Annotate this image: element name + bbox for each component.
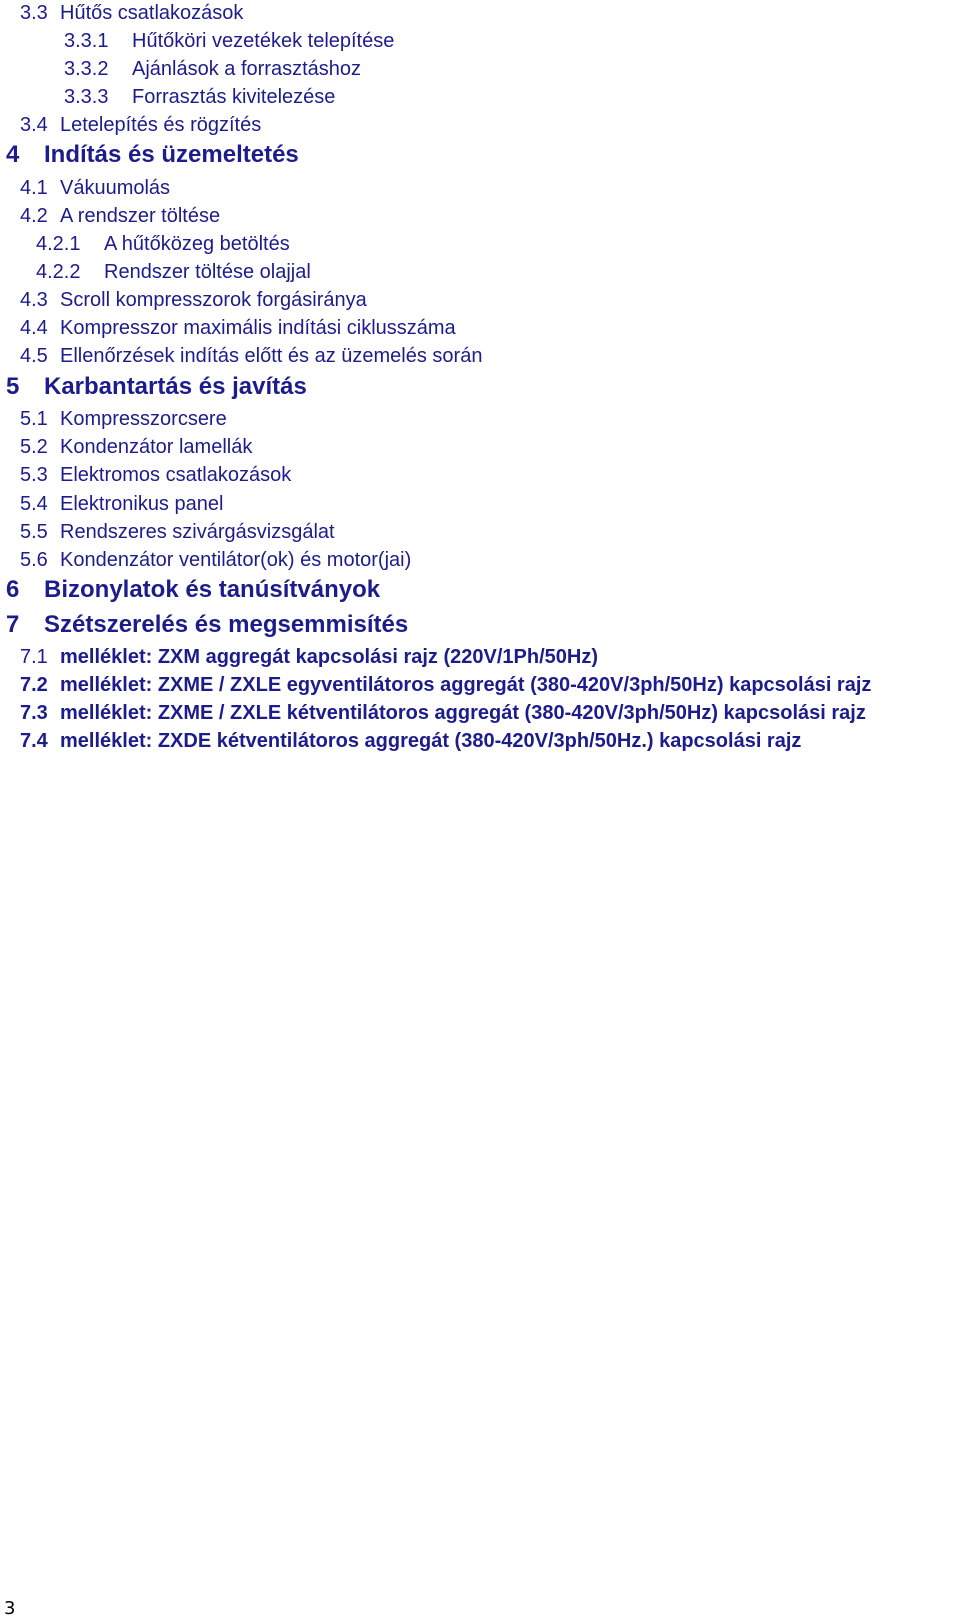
toc-entry-title: Ajánlások a forrasztáshoz: [132, 58, 362, 80]
toc-entry-5[interactable]: [6, 375, 307, 399]
toc-entry-title: Ellenőrzések indítás előtt és az üzemelés során: [60, 345, 483, 367]
toc-entry-title: Szétszerelés és megsemmisítés: [44, 611, 409, 638]
toc-entry-4-3[interactable]: [20, 290, 367, 310]
toc-entry-title: Karbantartás és javítás: [44, 373, 307, 400]
toc-entry-title: Vákuumolás: [60, 177, 171, 199]
toc-entry-4-5[interactable]: [20, 346, 482, 366]
toc-entry-number: 4.3: [20, 289, 48, 311]
toc-entry-title: Kompresszor maximális indítási ciklusszáma: [60, 317, 456, 339]
page-number: 3: [4, 1598, 16, 1619]
toc-entry-number: 5: [6, 373, 20, 400]
toc-entry-title: melléklet: ZXM aggregát kapcsolási rajz (220V/1Ph/50Hz): [60, 646, 598, 668]
toc-entry-title: Hűtős csatlakozások: [60, 2, 244, 24]
toc-entry-title: Indítás és üzemeltetés: [44, 141, 299, 168]
toc-entry-number: 4.5: [20, 345, 48, 367]
toc-entry-number: 5.2: [20, 436, 48, 458]
toc-entry-title: Elektronikus panel: [60, 493, 224, 515]
toc-entry-number: 5.6: [20, 549, 48, 571]
toc-entry-number: 5.1: [20, 408, 48, 430]
toc-entry-4-2-2[interactable]: [20, 262, 311, 282]
toc-entry-number: 3.3: [20, 2, 48, 24]
toc-entry-title: Elektromos csatlakozások: [60, 464, 292, 486]
toc-entry-5-5[interactable]: [20, 522, 335, 542]
toc-entry-title: melléklet: ZXME / ZXLE kétventilátoros aggregát (380-420V/3ph/50Hz) kapcsolási rajz: [60, 702, 866, 724]
toc-entry-number: 4: [6, 141, 20, 168]
toc-entry-title: Bizonylatok és tanúsítványok: [44, 576, 381, 603]
toc-entry-number: 4.4: [20, 317, 48, 339]
toc-entry-5-6[interactable]: [20, 550, 411, 570]
toc-entry-number: 5.5: [20, 521, 48, 543]
toc-entry-5-2[interactable]: [20, 437, 252, 457]
toc-entry-4-4[interactable]: [20, 318, 456, 338]
toc-entry-4-1[interactable]: [20, 178, 170, 198]
toc-entry-7[interactable]: [6, 613, 408, 637]
toc-entry-number: 3.3.3: [64, 86, 109, 108]
toc-entry-6[interactable]: [6, 578, 380, 602]
toc-entry-title: melléklet: ZXDE kétventilátoros aggregát (380-420V/3ph/50Hz.) kapcsolási rajz: [60, 730, 802, 752]
toc-entry-title: Kondenzátor ventilátor(ok) és motor(jai): [60, 549, 412, 571]
toc-entry-number: 7.1: [20, 646, 48, 668]
toc-entry-number: 7.2: [20, 674, 48, 696]
toc-entry-title: Scroll kompresszorok forgásiránya: [60, 289, 367, 311]
toc-entry-7-1[interactable]: [20, 647, 598, 667]
toc-entry-7-2[interactable]: [20, 675, 871, 695]
toc-entry-title: Letelepítés és rögzítés: [60, 114, 262, 136]
toc-entry-5-4[interactable]: [20, 494, 223, 514]
toc-entry-number: 7.3: [20, 702, 48, 724]
toc-entry-number: 4.2: [20, 205, 48, 227]
toc-entry-title: melléklet: ZXME / ZXLE egyventilátoros aggregát (380-420V/3ph/50Hz) kapcsolási rajz: [60, 674, 872, 696]
toc-entry-title: A rendszer töltése: [60, 205, 221, 227]
toc-entry-4-2[interactable]: [20, 206, 220, 226]
toc-entry-number: 3.3.2: [64, 58, 109, 80]
toc-entry-number: 3.3.1: [64, 30, 109, 52]
toc-entry-number: 4.2.2: [36, 261, 81, 283]
toc-entry-5-1[interactable]: [20, 409, 227, 429]
toc-entry-number: 4.1: [20, 177, 48, 199]
toc-entry-3-3-1[interactable]: [20, 31, 394, 51]
toc-entry-title: Rendszer töltése olajjal: [104, 261, 311, 283]
toc-entry-title: Hűtőköri vezetékek telepítése: [132, 30, 395, 52]
toc-entry-4-2-1[interactable]: [20, 234, 290, 254]
toc-entry-title: Rendszeres szivárgásvizsgálat: [60, 521, 335, 543]
toc-entry-3-3-3[interactable]: [20, 87, 335, 107]
toc-entry-title: Kondenzátor lamellák: [60, 436, 253, 458]
toc-entry-7-4[interactable]: [20, 731, 801, 751]
toc-entry-number: 7.4: [20, 730, 48, 752]
toc-entry-title: Forrasztás kivitelezése: [132, 86, 336, 108]
toc-entry-3-3-2[interactable]: [20, 59, 361, 79]
toc-entry-7-3[interactable]: [20, 703, 866, 723]
toc-entry-number: 4.2.1: [36, 233, 81, 255]
toc-entry-3-4[interactable]: [20, 115, 261, 135]
toc-entry-number: 7: [6, 611, 20, 638]
toc-entry-5-3[interactable]: [20, 465, 291, 485]
toc-entry-3-3[interactable]: [20, 3, 243, 23]
toc-entry-title: A hűtőközeg betöltés: [104, 233, 290, 255]
toc-entry-4[interactable]: [6, 143, 299, 167]
toc-entry-number: 3.4: [20, 114, 48, 136]
toc-entry-number: 5.3: [20, 464, 48, 486]
toc-entry-number: 5.4: [20, 493, 48, 515]
toc-entry-title: Kompresszorcsere: [60, 408, 227, 430]
toc-entry-number: 6: [6, 576, 20, 603]
